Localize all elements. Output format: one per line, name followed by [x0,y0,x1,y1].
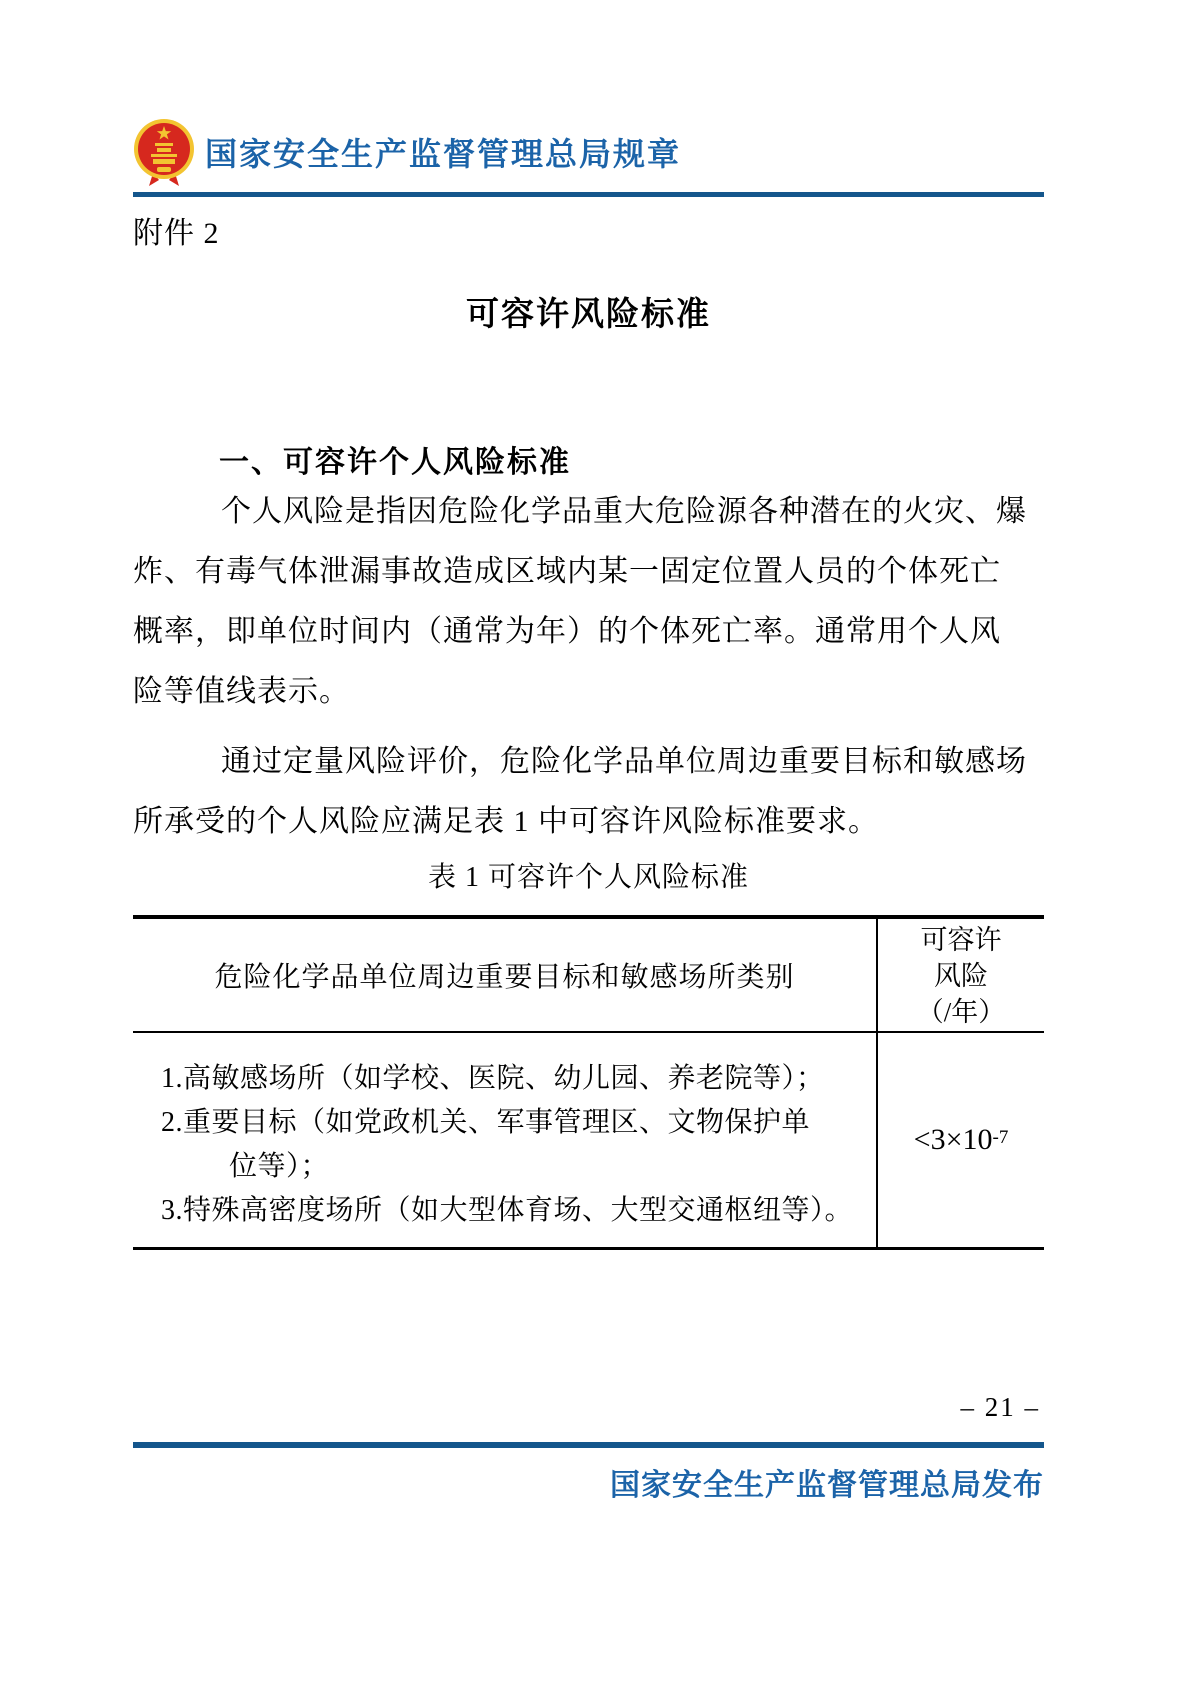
table-header-category: 危险化学品单位周边重要目标和敏感场所类别 [214,962,795,993]
paragraph-line: 通过定量风险评价，危险化学品单位周边重要目标和敏感场 [221,745,1027,778]
category-item: 3.特殊高密度场所（如大型体育场、大型交通枢纽等）。 [161,1195,854,1226]
national-emblem-icon [133,117,195,187]
table-body-row [133,1033,1044,1247]
document-title: 可容许风险标准 [466,295,711,332]
agency-title: 国家安全生产监督管理总局规章 [205,136,682,172]
attachment-label: 附件 2 [133,217,220,250]
paragraph-line: 炸、有毒气体泄漏事故造成区域内某一固定位置人员的个体死亡 [133,555,1001,588]
category-item: 1.高敏感场所（如学校、医院、幼儿园、养老院等）； [161,1063,825,1094]
page-number: – 21 – [960,1392,1040,1422]
paragraph-line: 个人风险是指因危险化学品重大危险源各种潜在的火灾、爆 [221,495,1027,528]
table-risk-value-cell [876,1033,1044,1247]
table-header-risk-line: 可容许 [920,925,1002,955]
category-item-continuation: 位等）； [229,1151,330,1182]
section-heading: 一、可容许个人风险标准 [219,446,571,479]
paragraph-line: 所承受的个人风险应满足表 1 中可容许风险标准要求。 [133,805,879,838]
publisher-label: 国家安全生产监督管理总局发布 [610,1469,1044,1502]
footer-rule [133,1442,1044,1448]
paragraph-line: 险等值线表示。 [133,675,350,708]
table-header-risk-line: 风险 [934,961,988,991]
header-rule [133,192,1044,197]
category-item: 2.重要目标（如党政机关、军事管理区、文物保护单 [161,1107,811,1138]
paragraph-2 [133,732,1027,852]
paragraph-1 [133,482,1027,722]
table-category-cell [133,1033,876,1247]
table-header-row [133,919,1044,1033]
paragraph-line: 概率，即单位时间内（通常为年）的个体死亡率。通常用个人风 [133,615,1001,648]
page-header [133,116,1044,188]
table-caption: 表 1 可容许个人风险标准 [427,862,749,893]
risk-value-exponent: -7 [992,1127,1009,1148]
risk-value-base: <3×10 [913,1123,993,1156]
risk-table [133,915,1044,1250]
table-header-risk [876,919,1044,1031]
table-header-risk-line: （/年） [916,997,1006,1027]
